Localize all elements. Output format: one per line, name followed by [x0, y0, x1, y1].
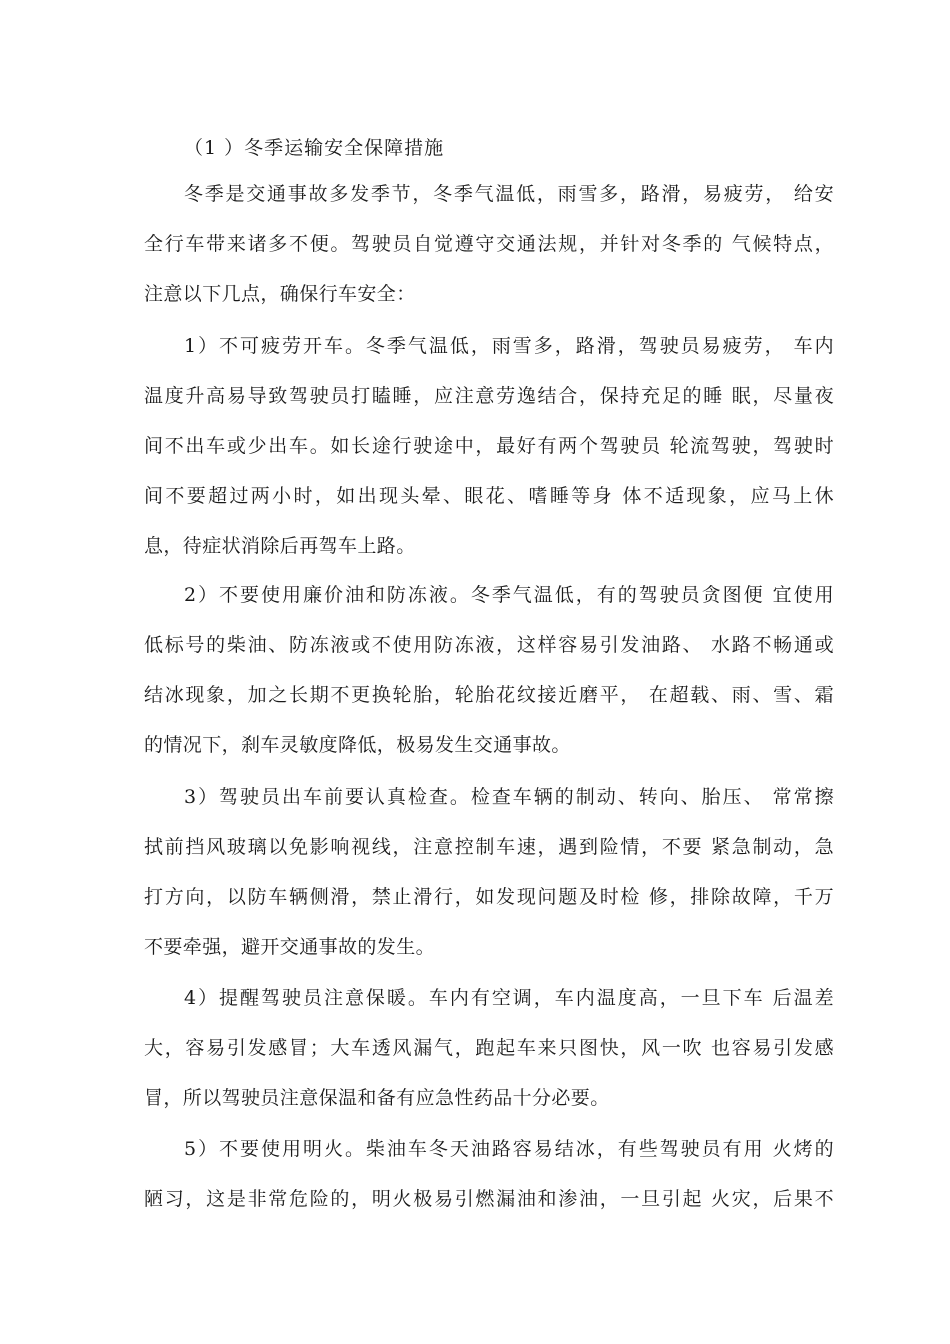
paragraph-line: 2）不要使用廉价油和防冻液。冬季气温低，有的驾驶员贪图便 宜使用 [184, 584, 834, 606]
paragraph-line: 间不出车或少出车。如长途行驶途中，最好有两个驾驶员 轮流驾驶，驾驶时 [144, 435, 834, 457]
paragraph-line: 的情况下，刹车灵敏度降低，极易发生交通事故。 [144, 734, 571, 756]
paragraph-item-1 [144, 328, 834, 578]
paragraph-line: 注意以下几点，确保行车安全： [144, 283, 416, 305]
paragraph-item-5 [144, 1131, 834, 1231]
paragraph-line: 结冰现象，加之长期不更换轮胎，轮胎花纹接近磨平， 在超载、雨、雪、霜 [144, 684, 834, 706]
paragraph-line: 打方向，以防车辆侧滑，禁止滑行，如发现问题及时检 修，排除故障，千万 [144, 886, 834, 908]
paragraph-line: 5）不要使用明火。柴油车冬天油路容易结冰，有些驾驶员有用 火烤的 [184, 1138, 834, 1160]
paragraph-line: 3）驾驶员出车前要认真检查。检查车辆的制动、转向、胎压、 常常擦 [184, 786, 834, 808]
paragraph-line: 间不要超过两小时，如出现头晕、眼花、嗜睡等身 体不适现象，应马上休 [144, 485, 834, 507]
paragraph-intro [144, 176, 834, 326]
paragraph-line: 冬季是交通事故多发季节，冬季气温低，雨雪多，路滑，易疲劳， 给安 [184, 183, 834, 205]
paragraph-line: 息，待症状消除后再驾车上路。 [144, 535, 416, 557]
paragraph-line: 4）提醒驾驶员注意保暖。车内有空调，车内温度高，一旦下车 后温差 [184, 987, 834, 1009]
paragraph-line: 低标号的柴油、防冻液或不使用防冻液，这样容易引发油路、 水路不畅通或 [144, 634, 834, 656]
paragraph-line: 陋习，这是非常危险的，明火极易引燃漏油和渗油，一旦引起 火灾，后果不 [144, 1188, 834, 1210]
paragraph-line: 冒，所以驾驶员注意保温和备有应急性药品十分必要。 [144, 1087, 610, 1109]
paragraph-item-4 [144, 980, 834, 1130]
paragraph-line: 全行车带来诸多不便。驾驶员自觉遵守交通法规，并针对冬季的 气候特点， [144, 233, 834, 255]
paragraph-item-3 [144, 779, 834, 979]
paragraph-line: 温度升高易导致驾驶员打瞌睡，应注意劳逸结合，保持充足的睡 眠，尽量夜 [144, 385, 834, 407]
section-heading: （1 ）冬季运输安全保障措施 [184, 137, 445, 159]
paragraph-line: 拭前挡风玻璃以免影响视线，注意控制车速，遇到险情，不要 紧急制动，急 [144, 836, 834, 858]
paragraph-item-2 [144, 577, 834, 777]
paragraph-line: 1）不可疲劳开车。冬季气温低，雨雪多，路滑，驾驶员易疲劳， 车内 [184, 335, 834, 357]
paragraph-line: 不要牵强，避开交通事故的发生。 [144, 936, 436, 958]
paragraph-line: 大，容易引发感冒；大车透风漏气，跑起车来只图快，风一吹 也容易引发感 [144, 1037, 834, 1059]
